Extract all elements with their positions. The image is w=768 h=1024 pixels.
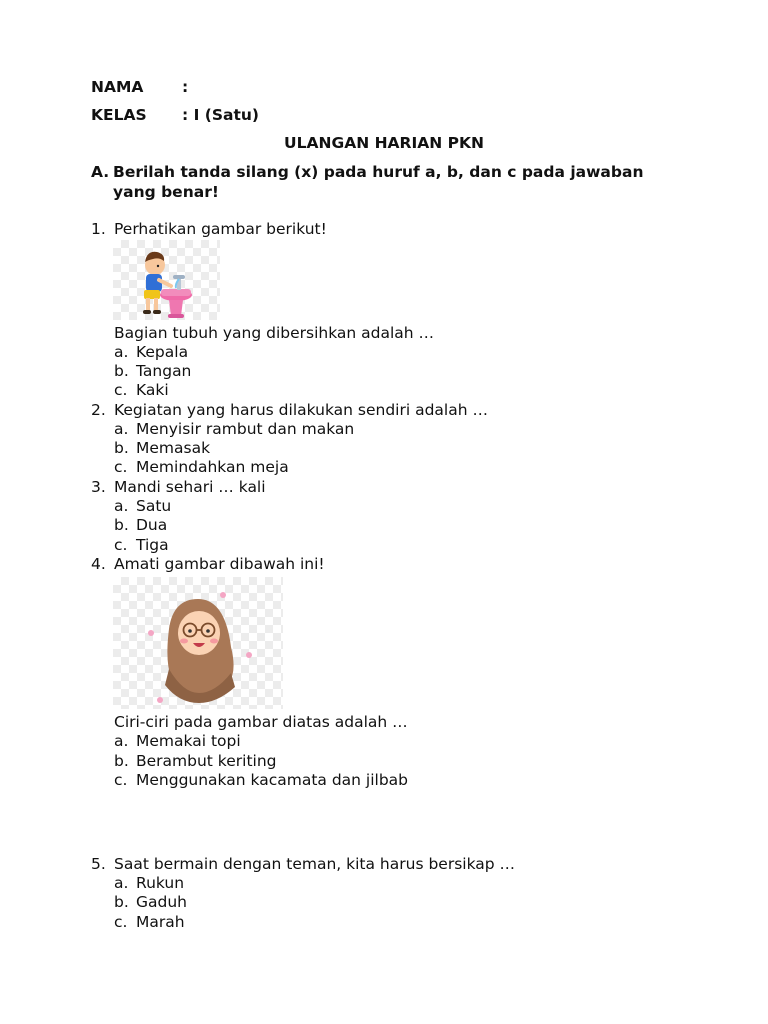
- option-letter: a.: [114, 732, 129, 750]
- question-number: 1.: [91, 220, 106, 238]
- option-item: [114, 732, 241, 750]
- option-text: Memindahkan meja: [136, 458, 289, 476]
- question-number: 5.: [91, 855, 106, 873]
- question-number: 3.: [91, 478, 106, 496]
- option-text: Satu: [136, 497, 172, 515]
- question-prompt: Perhatikan gambar berikut!: [114, 220, 327, 238]
- option-item: [114, 752, 277, 770]
- option-text: Kaki: [136, 381, 169, 399]
- option-text: Memakai topi: [136, 732, 241, 750]
- option-letter: a.: [114, 497, 129, 515]
- question-number: 2.: [91, 401, 106, 419]
- option-text: Rukun: [136, 874, 185, 892]
- option-letter: b.: [114, 516, 129, 534]
- option-item: [114, 497, 171, 515]
- kelas-value: : I (Satu): [182, 106, 259, 124]
- option-letter: b.: [114, 362, 129, 380]
- question-text: Mandi sehari … kali: [114, 478, 266, 496]
- option-letter: a.: [114, 874, 129, 892]
- page-title: ULANGAN HARIAN PKN: [284, 134, 484, 152]
- nama-separator: :: [182, 78, 189, 96]
- boy-washing-hands-image: [113, 240, 220, 320]
- option-item: [114, 420, 354, 438]
- option-item: [114, 893, 187, 911]
- girl-with-hijab-glasses-image: [113, 577, 283, 709]
- option-text: Menyisir rambut dan makan: [136, 420, 355, 438]
- option-text: Dua: [136, 516, 168, 534]
- option-item: [114, 381, 169, 399]
- question-number: 4.: [91, 555, 106, 573]
- question-text: Ciri-ciri pada gambar diatas adalah …: [114, 713, 408, 731]
- option-item: [114, 439, 210, 457]
- option-text: Tangan: [136, 362, 192, 380]
- option-letter: c.: [114, 458, 128, 476]
- option-text: Marah: [136, 913, 185, 931]
- option-text: Kepala: [136, 343, 189, 361]
- question-text: Kegiatan yang harus dilakukan sendiri adalah …: [114, 401, 488, 419]
- option-item: [114, 536, 169, 554]
- question-text: Bagian tubuh yang dibersihkan adalah …: [114, 324, 435, 342]
- option-item: [114, 913, 185, 931]
- option-item: [114, 458, 289, 476]
- option-text: Memasak: [136, 439, 211, 457]
- option-letter: a.: [114, 420, 129, 438]
- option-letter: a.: [114, 343, 129, 361]
- kelas-label: KELAS: [91, 106, 147, 124]
- option-item: [114, 771, 408, 789]
- option-letter: c.: [114, 381, 128, 399]
- question-prompt: Amati gambar dibawah ini!: [114, 555, 325, 573]
- instruction-text: Berilah tanda silang (x) pada huruf a, b, dan c pada jawaban yang benar!: [113, 163, 644, 201]
- option-text: Menggunakan kacamata dan jilbab: [136, 771, 409, 789]
- option-item: [114, 362, 191, 380]
- instruction-letter: A.: [91, 163, 110, 181]
- option-letter: c.: [114, 771, 128, 789]
- nama-label: NAMA: [91, 78, 144, 96]
- option-item: [114, 874, 184, 892]
- option-letter: c.: [114, 913, 128, 931]
- option-letter: c.: [114, 536, 128, 554]
- option-text: Berambut keriting: [136, 752, 277, 770]
- option-letter: b.: [114, 893, 129, 911]
- option-item: [114, 343, 188, 361]
- question-text: Saat bermain dengan teman, kita harus bersikap …: [114, 855, 516, 873]
- option-letter: b.: [114, 439, 129, 457]
- option-text: Tiga: [136, 536, 169, 554]
- option-text: Gaduh: [136, 893, 187, 911]
- option-item: [114, 516, 167, 534]
- option-letter: b.: [114, 752, 129, 770]
